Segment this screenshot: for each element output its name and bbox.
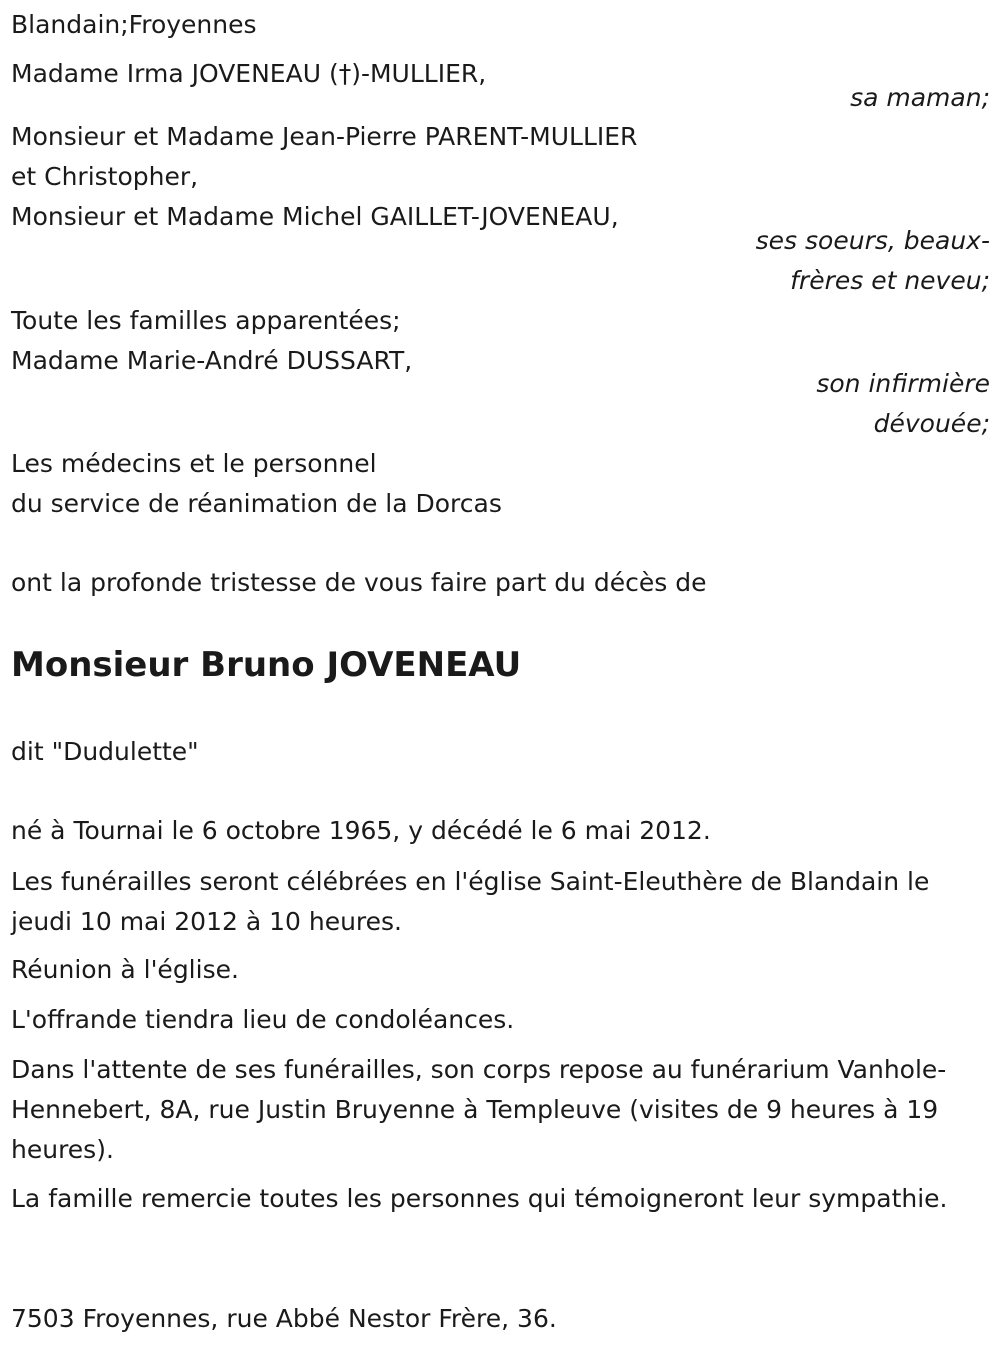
- funerarium-info: Dans l'attente de ses funérailles, son corps repose au funérarium Vanhole-Hennebert, 8A, rue Justin Bruyenne à Templeuve (visites de 9 heures à 19 heures).: [11, 1055, 947, 1164]
- sibling-parent-mullier: Monsieur et Madame Jean-Pierre PARENT-MULLIER: [11, 122, 638, 151]
- nurse-name: Madame Marie-André DUSSART,: [11, 346, 413, 375]
- nurse-relation-line1: son infirmière: [816, 369, 990, 398]
- mother-name: Madame Irma JOVENEAU (†)-MULLIER,: [11, 59, 487, 88]
- sibling-gaillet-joveneau: Monsieur et Madame Michel GAILLET-JOVENEAU,: [11, 202, 619, 231]
- sibling-christopher: et Christopher,: [11, 162, 199, 191]
- location-header: Blandain;Froyennes: [11, 10, 257, 39]
- announcement-text: ont la profonde tristesse de vous faire part du décès de: [11, 568, 707, 597]
- birth-death-info: né à Tournai le 6 octobre 1965, y décédé le 6 mai 2012.: [11, 816, 711, 845]
- medical-staff-line1: Les médecins et le personnel: [11, 449, 377, 478]
- siblings-relation-line2: frères et neveu;: [790, 266, 990, 295]
- related-families: Toute les familles apparentées;: [11, 306, 401, 335]
- meeting-info: Réunion à l'église.: [11, 955, 239, 984]
- siblings-relation-line1: ses soeurs, beaux-: [755, 226, 990, 255]
- funeral-info: Les funérailles seront célébrées en l'église Saint-Eleuthère de Blandain le jeudi 10 mai 2012 à 10 heures.: [11, 867, 930, 936]
- thanks-info: La famille remercie toutes les personnes qui témoigneront leur sympathie.: [11, 1184, 948, 1213]
- medical-staff-line2: du service de réanimation de la Dorcas: [11, 489, 502, 518]
- offering-info: L'offrande tiendra lieu de condoléances.: [11, 1005, 515, 1034]
- deceased-name: Monsieur Bruno JOVENEAU: [11, 645, 522, 685]
- nurse-relation-line2: dévouée;: [873, 409, 990, 438]
- mother-relation: sa maman;: [850, 83, 990, 112]
- deceased-nickname: dit "Dudulette": [11, 737, 199, 766]
- address: 7503 Froyennes, rue Abbé Nestor Frère, 36.: [11, 1304, 557, 1333]
